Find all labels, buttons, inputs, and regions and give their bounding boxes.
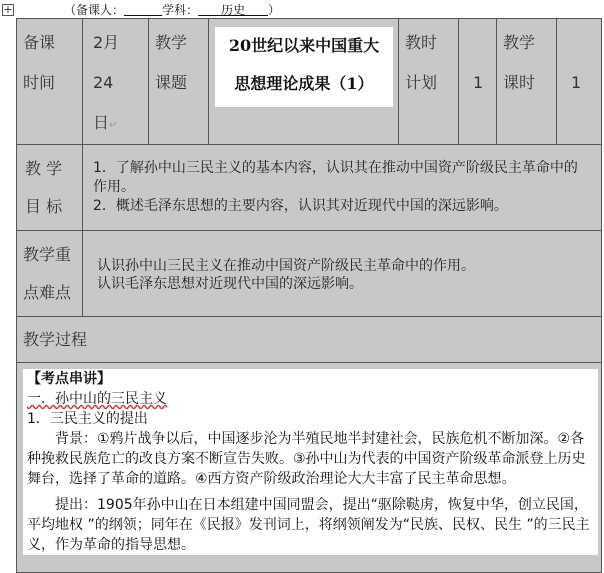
goals-label-2: 目 标	[25, 197, 63, 216]
topic-value-cell[interactable]	[209, 19, 399, 145]
lesson-title	[215, 27, 393, 107]
focus-label-1: 教学重	[23, 245, 72, 264]
period-label-cell	[497, 19, 557, 145]
date-value-2: 24	[93, 73, 114, 92]
sub-1-title: 1．三民主义的提出	[27, 411, 148, 427]
plan-value-cell[interactable]	[459, 19, 497, 145]
lesson-title-line-1: 20世纪以来中国重大	[228, 36, 380, 55]
goals-content-cell[interactable]	[83, 145, 601, 231]
focus-label-cell	[17, 231, 83, 317]
subject-label: 学科：	[162, 3, 199, 17]
period-value-cell[interactable]	[557, 19, 601, 145]
header-line	[0, 0, 604, 20]
topic-label-cell	[149, 19, 209, 145]
content-body	[23, 369, 598, 555]
content-cell[interactable]	[17, 363, 601, 572]
date-label-cell	[17, 19, 83, 145]
focus-content-cell[interactable]	[83, 231, 601, 317]
period-label-2: 课时	[503, 73, 536, 92]
table-move-handle-icon[interactable]: +	[3, 3, 13, 16]
goals-item-1: 1．了解孙中山三民主义的基本内容，认识其在推动中国资产阶级民主革命中的作用。	[93, 160, 578, 195]
background-paragraph: 背景：①鸦片战争以后，中国逐步沦为半殖民地半封建社会，民族危机不断加深。②各种挽救民族危亡的改良方案不断宣告失败。③孙中山为代表的中国资产阶级革命派登上历史舞台，选择了革命的道路。④西方资产阶级政治理论大大丰富了民主革命思想。	[27, 431, 586, 487]
date-label-2: 时间	[23, 73, 56, 92]
focus-line-2: 认识毛泽东思想对近现代中国的深远影响。	[97, 276, 363, 292]
goals-label-cell	[17, 145, 83, 231]
preparer-field[interactable]	[124, 3, 162, 17]
period-label-1: 教学	[503, 33, 536, 52]
goals-item-2: 2．概述毛泽东思想的主要内容，认识其对近现代中国的深远影响。	[93, 198, 508, 214]
plan-label-2: 计划	[405, 73, 438, 92]
subject-field[interactable]: 历史	[221, 3, 246, 17]
section-1-title: 一．孙中山的三民主义	[27, 391, 167, 407]
preparer-label: （备课人：	[64, 3, 125, 17]
period-value: 1	[571, 73, 582, 92]
plan-label-cell	[399, 19, 459, 145]
content-heading: 【考点串讲】	[27, 371, 111, 387]
topic-label-2: 课题	[155, 73, 188, 92]
process-label: 教学过程	[23, 330, 88, 349]
date-value-1: 2月	[93, 33, 120, 52]
date-label-1: 备课	[23, 33, 56, 52]
focus-label-2: 点难点	[23, 283, 72, 302]
lesson-title-line-2: 思想理论成果（1）	[234, 74, 374, 93]
date-value-cell[interactable]	[83, 19, 149, 145]
goals-label-1: 教 学	[25, 159, 63, 178]
lesson-plan-table	[16, 18, 602, 573]
process-row	[17, 317, 601, 363]
plan-label-1: 教时	[405, 33, 438, 52]
header-text: （备课人： 学科： 历史 ）	[64, 3, 280, 17]
date-value-3: 日↵	[93, 113, 118, 132]
proposal-paragraph: 提出：1905年孙中山在日本组建中国同盟会，提出“驱除鞑虏，恢复中华，创立民国，平均地权 ”的纲领；同年在《民报》发刊词上，将纲领阐发为“民族、民权、民生 ”的三民主义，作为革命的指导思想。	[27, 497, 590, 553]
focus-line-1: 认识孙中山三民主义在推动中国资产阶级民主革命中的作用。	[97, 258, 475, 274]
plan-value: 1	[473, 73, 484, 92]
topic-label-1: 教学	[155, 33, 188, 52]
